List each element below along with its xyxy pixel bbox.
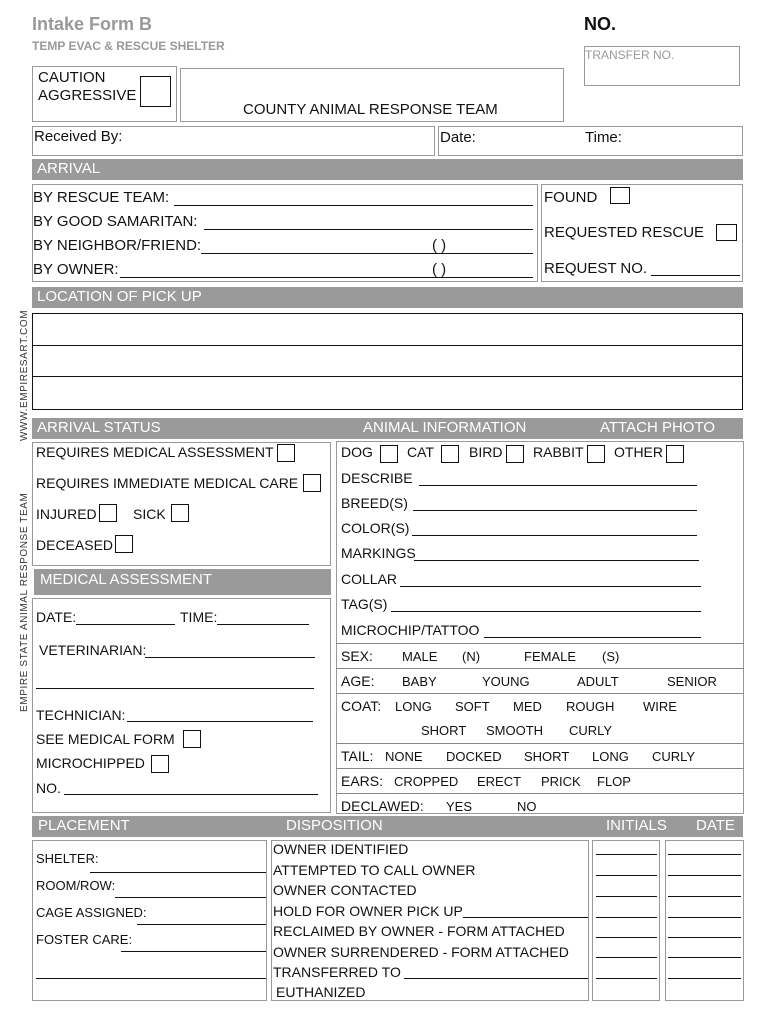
sex-s[interactable]: (S): [602, 649, 620, 664]
declawed-no[interactable]: NO: [517, 799, 537, 814]
status-header: [32, 418, 743, 439]
owner-label: BY OWNER:: [33, 261, 119, 278]
rescue-team-label: BY RESCUE TEAM:: [33, 189, 170, 206]
shelter-label: SHELTER:: [36, 851, 99, 866]
date-line-3[interactable]: [668, 896, 741, 897]
med-time-line[interactable]: [217, 624, 309, 625]
sidebar-team: EMPIRE STATE ANIMAL RESPONSE TEAM: [19, 492, 30, 712]
disposition-8: EUTHANIZED: [276, 984, 366, 1000]
age-adult[interactable]: ADULT: [577, 674, 619, 689]
animal-divider-3: [336, 693, 744, 694]
see-form-label: SEE MEDICAL FORM: [36, 731, 175, 747]
coat-rough[interactable]: ROUGH: [566, 699, 615, 714]
foster-line-2[interactable]: [36, 978, 266, 979]
found-checkbox[interactable]: [610, 187, 630, 204]
location-title: LOCATION OF PICK UP: [37, 288, 202, 305]
initials-title: INITIALS: [606, 817, 667, 834]
medical-box: [32, 598, 331, 813]
microchip-line[interactable]: [484, 637, 701, 638]
coat-short[interactable]: SHORT: [421, 723, 467, 738]
other-checkbox[interactable]: [666, 445, 684, 463]
location-line-1: [32, 345, 743, 346]
request-no-line[interactable]: [651, 275, 740, 276]
date-box: [665, 840, 744, 1001]
form-subtitle: TEMP EVAC & RESCUE SHELTER: [32, 39, 225, 53]
location-field[interactable]: [32, 313, 743, 410]
aggressive-checkbox[interactable]: [140, 76, 171, 107]
disposition-6: OWNER SURRENDERED - FORM ATTACHED: [273, 944, 569, 960]
sidebar-website: WWW.EMPIRESART.COM: [19, 309, 30, 441]
initials-line-1[interactable]: [596, 854, 657, 855]
deceased-checkbox[interactable]: [115, 535, 133, 553]
med-date-line[interactable]: [76, 624, 175, 625]
disposition-3: OWNER CONTACTED: [273, 882, 417, 898]
samaritan-line[interactable]: [204, 229, 533, 230]
requested-label: REQUESTED RESCUE: [544, 224, 705, 241]
initials-line-6[interactable]: [596, 957, 657, 958]
coat-wire[interactable]: WIRE: [643, 699, 677, 714]
rescue-team-line[interactable]: [174, 205, 533, 206]
coat-med[interactable]: MED: [513, 699, 542, 714]
sex-n[interactable]: (N): [462, 649, 481, 664]
coat-long[interactable]: LONG: [395, 699, 432, 714]
animal-divider-4: [336, 743, 744, 744]
color-line[interactable]: [412, 535, 697, 536]
age-label: AGE:: [341, 673, 375, 689]
disposition-5: RECLAIMED BY OWNER - FORM ATTACHED: [273, 923, 565, 939]
owner-line[interactable]: [120, 277, 533, 278]
date-line-5[interactable]: [668, 937, 741, 938]
tail-curly[interactable]: CURLY: [652, 749, 696, 764]
sick-label: SICK: [133, 506, 166, 522]
bird-label: BIRD: [469, 444, 503, 460]
placement-title: PLACEMENT: [38, 817, 130, 834]
coat-smooth[interactable]: SMOOTH: [486, 723, 544, 738]
animal-divider-2: [336, 668, 744, 669]
med-date-label: DATE:: [36, 609, 77, 625]
ears-prick[interactable]: PRICK: [541, 774, 581, 789]
deceased-label: DECEASED: [36, 537, 114, 553]
date-label: Date:: [440, 129, 476, 146]
tail-label: TAIL:: [341, 748, 374, 764]
vet-line[interactable]: [145, 657, 315, 658]
date-line-4[interactable]: [668, 917, 741, 918]
owner-paren: ( ): [432, 261, 447, 278]
tag-label: TAG(S): [341, 596, 388, 612]
ears-flop[interactable]: FLOP: [597, 774, 631, 789]
transfer-no-label: TRANSFER NO.: [585, 48, 675, 62]
declawed-yes[interactable]: YES: [446, 799, 473, 814]
collar-label: COLLAR: [341, 571, 398, 587]
cat-label: CAT: [407, 444, 434, 460]
microchipped-checkbox[interactable]: [151, 755, 169, 773]
shelter-line[interactable]: [90, 872, 266, 873]
cage-line[interactable]: [137, 924, 266, 925]
animal-divider-6: [336, 793, 744, 794]
see-form-checkbox[interactable]: [183, 730, 201, 748]
age-baby[interactable]: BABY: [402, 674, 437, 689]
med-no-line[interactable]: [64, 794, 318, 795]
transferred-line[interactable]: [404, 978, 588, 979]
date-line-7[interactable]: [668, 978, 741, 979]
sex-male[interactable]: MALE: [402, 649, 438, 664]
bird-checkbox[interactable]: [506, 445, 524, 463]
date-line-6[interactable]: [668, 957, 741, 958]
location-line-2: [32, 376, 743, 377]
foster-label: FOSTER CARE:: [36, 932, 133, 947]
markings-line[interactable]: [414, 560, 699, 561]
date-title: DATE: [696, 817, 735, 834]
med-assess-label: REQUIRES MEDICAL ASSESSMENT: [36, 444, 274, 460]
time-label: Time:: [585, 129, 622, 146]
date-line-2[interactable]: [668, 875, 741, 876]
tail-none[interactable]: NONE: [385, 749, 423, 764]
dog-checkbox[interactable]: [380, 445, 398, 463]
med-assess-checkbox[interactable]: [277, 444, 295, 462]
age-young[interactable]: YOUNG: [482, 674, 530, 689]
arrival-title: ARRIVAL: [37, 160, 101, 177]
breed-label: BREED(S): [341, 495, 408, 511]
foster-line[interactable]: [121, 951, 266, 952]
room-label: ROOM/ROW:: [36, 878, 116, 893]
initials-line-7[interactable]: [596, 978, 657, 979]
ears-cropped[interactable]: CROPPED: [394, 774, 459, 789]
animal-divider-1: [336, 643, 744, 644]
tail-short[interactable]: SHORT: [524, 749, 570, 764]
request-no-label: REQUEST NO.: [544, 260, 648, 277]
form-title: Intake Form B: [32, 14, 153, 34]
color-label: COLOR(S): [341, 520, 410, 536]
tech-line[interactable]: [127, 721, 313, 722]
initials-line-4[interactable]: [596, 917, 657, 918]
sex-female[interactable]: FEMALE: [524, 649, 577, 664]
animal-divider-5: [336, 768, 744, 769]
neighbor-paren: ( ): [432, 237, 447, 254]
coat-label: COAT:: [341, 698, 382, 714]
neighbor-label: BY NEIGHBOR/FRIEND:: [33, 237, 202, 254]
med-no-label: NO.: [36, 780, 61, 796]
disposition-7: TRANSFERRED TO: [273, 964, 401, 980]
describe-line[interactable]: [419, 485, 697, 486]
breed-line[interactable]: [413, 510, 697, 511]
tech-label: TECHNICIAN:: [36, 707, 126, 723]
initials-line-3[interactable]: [596, 896, 657, 897]
medical-header: [34, 569, 331, 595]
cat-checkbox[interactable]: [441, 445, 459, 463]
samaritan-label: BY GOOD SAMARITAN:: [33, 213, 198, 230]
microchip-label: MICROCHIP/TATTOO: [341, 622, 480, 638]
vet-line-2[interactable]: [36, 688, 314, 689]
dog-label: DOG: [341, 444, 373, 460]
rabbit-label: RABBIT: [533, 444, 584, 460]
requested-checkbox[interactable]: [716, 224, 737, 241]
medical-title: MEDICAL ASSESSMENT: [40, 571, 212, 588]
no-label: NO.: [584, 14, 617, 34]
tail-long[interactable]: LONG: [592, 749, 629, 764]
placement-header: [32, 816, 743, 837]
neighbor-line[interactable]: [201, 253, 533, 254]
describe-label: DESCRIBE: [341, 470, 413, 486]
disposition-2: ATTEMPTED TO CALL OWNER: [273, 862, 476, 878]
collar-line[interactable]: [400, 586, 701, 587]
injured-label: INJURED: [36, 506, 97, 522]
caution-label: CAUTION: [38, 69, 106, 86]
cage-label: CAGE ASSIGNED:: [36, 905, 147, 920]
age-senior[interactable]: SENIOR: [667, 674, 717, 689]
other-label: OTHER: [614, 444, 663, 460]
tail-docked[interactable]: DOCKED: [446, 749, 502, 764]
rabbit-checkbox[interactable]: [587, 445, 605, 463]
sick-checkbox[interactable]: [171, 504, 189, 522]
hold-line[interactable]: [463, 917, 588, 918]
aggressive-label: AGGRESSIVE: [38, 87, 137, 104]
disposition-4: HOLD FOR OWNER PICK UP: [273, 903, 463, 919]
ears-erect[interactable]: ERECT: [477, 774, 522, 789]
disposition-title: DISPOSITION: [286, 817, 383, 834]
declawed-label: DECLAWED:: [341, 798, 424, 814]
photo-title: ATTACH PHOTO: [600, 419, 716, 436]
initials-line-5[interactable]: [596, 937, 657, 938]
room-line[interactable]: [115, 897, 266, 898]
received-by-label: Received By:: [34, 128, 123, 145]
coat-soft[interactable]: SOFT: [455, 699, 490, 714]
disposition-1: OWNER IDENTIFIED: [273, 841, 409, 857]
sex-label: SEX:: [341, 648, 373, 664]
date-line-1[interactable]: [668, 854, 741, 855]
coat-curly[interactable]: CURLY: [569, 723, 613, 738]
immediate-checkbox[interactable]: [303, 474, 321, 492]
injured-checkbox[interactable]: [99, 504, 117, 522]
immediate-label: REQUIRES IMMEDIATE MEDICAL CARE: [36, 475, 299, 491]
animal-title: ANIMAL INFORMATION: [363, 419, 527, 436]
vet-label: VETERINARIAN:: [39, 642, 147, 658]
microchipped-label: MICROCHIPPED: [36, 755, 145, 771]
location-header: [32, 287, 743, 308]
ears-label: EARS:: [341, 773, 384, 789]
found-label: FOUND: [544, 189, 598, 206]
initials-line-2[interactable]: [596, 875, 657, 876]
tag-line[interactable]: [391, 611, 701, 612]
med-time-label: TIME:: [180, 609, 218, 625]
arrival-header: [32, 159, 743, 180]
status-title: ARRIVAL STATUS: [37, 419, 161, 436]
initials-box: [592, 840, 660, 1001]
markings-label: MARKINGS: [341, 545, 416, 561]
county-label: COUNTY ANIMAL RESPONSE TEAM: [243, 101, 498, 118]
